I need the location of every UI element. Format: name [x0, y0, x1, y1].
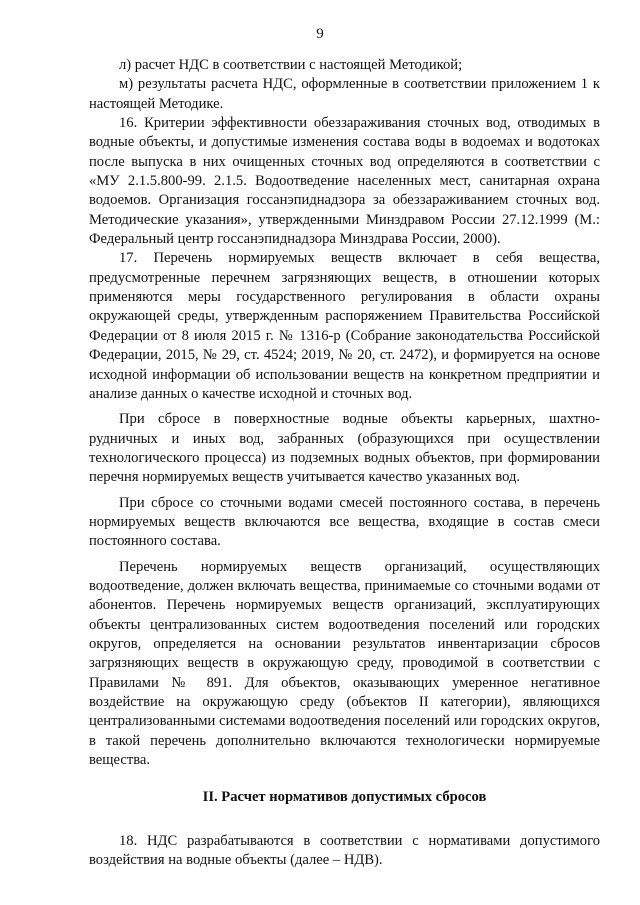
page-number: 9: [316, 26, 324, 42]
list-item-l: л) расчет НДС в соответствии с настоящей Методикой;: [119, 57, 463, 73]
list-item-m: м) результаты расчета НДС, оформленные в соответствии приложением 1 к настоящей Методике.: [89, 76, 600, 112]
paragraph-17: 17. Перечень нормируемых веществ включает в себя вещества, предусмотренные перечнем загрязняющих веществ, в отношении которых применяются меры государственного регулирования в области охраны окружающей среды, утвержденным распоряжением Правительства Российской Федерации от 8 июля 2015 г. № 1316-р (Собрание законодательства Российской Федерации, 2015, № 29, ст. 4524; 2019, № 20, ст. 2472), и формируется на основе исходной информации об использовании веществ на конкретном предприятии и анализе данных о качестве исходной и сточных вод.: [89, 250, 600, 402]
section-heading: II. Расчет нормативов допустимых сбросов: [202, 789, 487, 806]
paragraph-constant-mixtures: При сбросе со сточными водами смесей постоянного состава, в перечень нормируемых веществ включаются все вещества, входящие в состав смеси постоянного состава.: [89, 494, 600, 550]
paragraph-16: 16. Критерии эффективности обеззараживания сточных вод, отводимых в водные объекты, и допустимые изменения состава воды в водоемах и водотоках после выпуска в них очищенных сточных вод определяются в соответствии с «МУ 2.1.5.800-99. 2.1.5. Водоотведение населенных мест, санитарная охрана водоемов. Организация госсанэпиднадзора за обеззараживанием сточных вод. Методические указания», утвержденными Минздравом России 27.12.1999 (М.: Федеральный центр госсанэпиднадзора Минздрава России, 2000).: [89, 115, 600, 248]
document-body: [89, 56, 600, 876]
paragraph-quarry-waters: При сбросе в поверхностные водные объекты карьерных, шахтно-рудничных и иных вод, забранных (образующихся при осуществлении технологического процесса) из подземных водных объектов, при формировании перечня нормируемых веществ учитывается качество указанных вод.: [89, 411, 600, 486]
paragraph-18: 18. НДС разрабатываются в соответствии с нормативами допустимого воздействия на водные объекты (далее – НДВ).: [89, 832, 600, 869]
paragraph-water-disposal-organizations: Перечень нормируемых веществ организаций, осуществляющих водоотведение, должен включать вещества, принимаемые со сточными водами от абонентов. Перечень нормируемых веществ организаций, эксплуатирующих объекты централизованных систем водоотведения поселений или городских округов, определяется на основании результатов инвентаризации сбросов загрязняющих веществ в окружающую среду, проводимой в соответствии с Правилами № 891. Для объектов, оказывающих умеренное негативное воздействие на окружающую среду (объектов II категории), являющихся централизованными системами водоотведения поселений или городских округов, в такой перечень дополнительно включаются технологически нормируемые вещества.: [89, 558, 600, 769]
